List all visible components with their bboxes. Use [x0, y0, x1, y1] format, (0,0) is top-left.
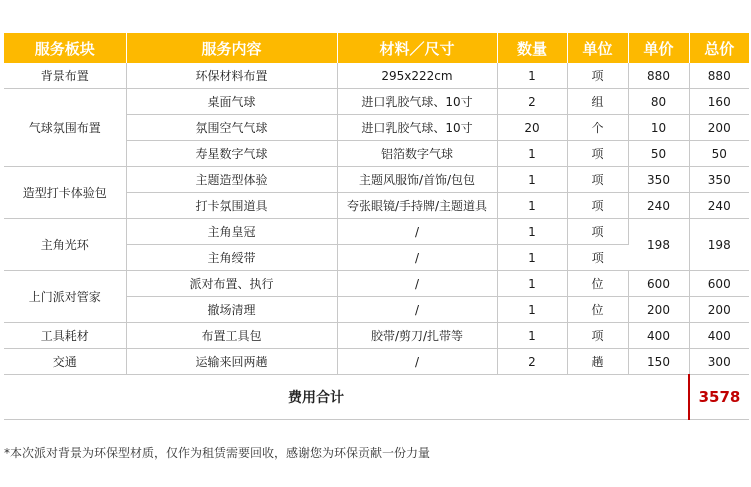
section-cell: 主角光环 [4, 219, 126, 271]
unit-cell: 项 [567, 141, 628, 167]
total-cell: 400 [689, 323, 749, 349]
unit-cell: 项 [567, 245, 628, 271]
price-cell: 350 [628, 167, 689, 193]
unit-cell: 项 [567, 167, 628, 193]
content-cell: 主角绶带 [126, 245, 337, 271]
price-cell: 150 [628, 349, 689, 375]
total-label: 费用合计 [4, 375, 628, 420]
total-cell: 240 [689, 193, 749, 219]
price-cell: 50 [628, 141, 689, 167]
section-cell: 背景布置 [4, 63, 126, 89]
table-row [4, 349, 749, 375]
unit-cell: 项 [567, 323, 628, 349]
unit-cell: 趟 [567, 349, 628, 375]
qty-cell: 1 [497, 167, 567, 193]
header-qty: 数量 [497, 33, 567, 63]
unit-cell: 位 [567, 271, 628, 297]
section-cell: 造型打卡体验包 [4, 167, 126, 219]
qty-cell: 1 [497, 193, 567, 219]
unit-cell: 个 [567, 115, 628, 141]
header-content: 服务内容 [126, 33, 337, 63]
total-spacer [628, 375, 689, 420]
table-row [4, 89, 749, 115]
section-cell: 上门派对管家 [4, 271, 126, 323]
price-cell: 600 [628, 271, 689, 297]
header-material: 材料／尺寸 [337, 33, 497, 63]
material-cell: / [337, 219, 497, 245]
total-cell: 198 [689, 219, 749, 271]
total-value: 3578 [689, 375, 749, 420]
qty-cell: 1 [497, 219, 567, 245]
content-cell: 运输来回两趟 [126, 349, 337, 375]
qty-cell: 20 [497, 115, 567, 141]
table-row [4, 167, 749, 193]
section-cell: 交通 [4, 349, 126, 375]
qty-cell: 2 [497, 349, 567, 375]
content-cell: 桌面气球 [126, 89, 337, 115]
qty-cell: 1 [497, 245, 567, 271]
material-cell: 夸张眼镜/手持牌/主题道具 [337, 193, 497, 219]
content-cell: 主题造型体验 [126, 167, 337, 193]
price-cell: 200 [628, 297, 689, 323]
qty-cell: 1 [497, 63, 567, 89]
table-header-row [4, 33, 749, 63]
total-cell: 350 [689, 167, 749, 193]
material-cell: 胶带/剪刀/扎带等 [337, 323, 497, 349]
unit-cell: 位 [567, 297, 628, 323]
content-cell: 打卡氛围道具 [126, 193, 337, 219]
qty-cell: 1 [497, 141, 567, 167]
content-cell: 环保材料布置 [126, 63, 337, 89]
table-row [4, 323, 749, 349]
table-row [4, 63, 749, 89]
price-cell: 80 [628, 89, 689, 115]
price-cell: 10 [628, 115, 689, 141]
material-cell: 铝箔数字气球 [337, 141, 497, 167]
qty-cell: 2 [497, 89, 567, 115]
qty-cell: 1 [497, 297, 567, 323]
header-section: 服务板块 [4, 33, 126, 63]
total-cell: 300 [689, 349, 749, 375]
quotation-table [4, 33, 749, 420]
material-cell: / [337, 271, 497, 297]
content-cell: 撤场清理 [126, 297, 337, 323]
price-cell: 400 [628, 323, 689, 349]
unit-cell: 组 [567, 89, 628, 115]
material-cell: / [337, 349, 497, 375]
unit-cell: 项 [567, 63, 628, 89]
price-cell: 880 [628, 63, 689, 89]
content-cell: 寿星数字气球 [126, 141, 337, 167]
total-row [4, 375, 749, 420]
quotation-table-wrapper [4, 33, 749, 420]
content-cell: 派对布置、执行 [126, 271, 337, 297]
section-cell: 气球氛围布置 [4, 89, 126, 167]
total-cell: 50 [689, 141, 749, 167]
total-cell: 600 [689, 271, 749, 297]
material-cell: / [337, 245, 497, 271]
content-cell: 主角皇冠 [126, 219, 337, 245]
total-cell: 160 [689, 89, 749, 115]
unit-cell: 项 [567, 219, 628, 245]
total-cell: 880 [689, 63, 749, 89]
material-cell: / [337, 297, 497, 323]
header-unit: 单位 [567, 33, 628, 63]
content-cell: 氛围空气气球 [126, 115, 337, 141]
total-cell: 200 [689, 297, 749, 323]
material-cell: 进口乳胶气球、10寸 [337, 115, 497, 141]
table-row [4, 271, 749, 297]
material-cell: 295x222cm [337, 63, 497, 89]
table-row [4, 219, 749, 245]
price-cell: 198 [628, 219, 689, 271]
unit-cell: 项 [567, 193, 628, 219]
qty-cell: 1 [497, 323, 567, 349]
material-cell: 进口乳胶气球、10寸 [337, 89, 497, 115]
header-total: 总价 [689, 33, 749, 63]
material-cell: 主题风服饰/首饰/包包 [337, 167, 497, 193]
total-cell: 200 [689, 115, 749, 141]
content-cell: 布置工具包 [126, 323, 337, 349]
price-cell: 240 [628, 193, 689, 219]
qty-cell: 1 [497, 271, 567, 297]
section-cell: 工具耗材 [4, 323, 126, 349]
header-price: 单价 [628, 33, 689, 63]
footnote: *本次派对背景为环保型材质，仅作为租赁需要回收，感谢您为环保贡献一份力量 [4, 446, 431, 460]
